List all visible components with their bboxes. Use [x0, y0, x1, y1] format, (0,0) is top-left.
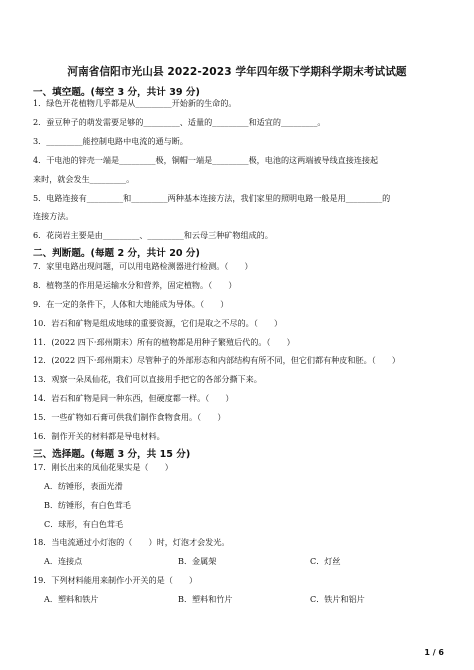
- question-17-option-b: B．纺锤形，有白色茸毛: [44, 500, 131, 510]
- question-14: 14．岩石和矿物是同一种东西，但硬度都一样。（ ）: [33, 393, 234, 403]
- question-5-line-2: 连接方法。: [33, 211, 74, 221]
- question-18-option-b: B．金属架: [178, 556, 217, 566]
- question-18-option-c: C．灯丝: [310, 556, 341, 566]
- section-multiple-choice: 三、选择题。(每题 3 分，共 15 分): [33, 449, 191, 460]
- question-15: 15．一些矿物如石膏可供我们制作食物食用。（ ）: [33, 412, 226, 422]
- question-9: 9．在一定的条件下，人体和大地能成为导体。（ ）: [33, 299, 229, 309]
- question-5-line-1: 5．电路连接有_________和_________两种基本连接方法，我们家里的照明电路一般是用_________的: [33, 193, 391, 203]
- question-6: 6．花岗岩主要是由_________、_________和云母三种矿物组成的。: [33, 230, 273, 240]
- section-fill-in: 一、填空题。(每空 3 分，共计 39 分): [33, 87, 200, 98]
- question-19-option-a: A．塑料和铁片: [44, 594, 99, 604]
- question-2: 2．蚕豆种子的萌发需要足够的_________、适量的_________和适宜的_________。: [33, 117, 326, 127]
- section-true-false: 二、判断题。(每题 2 分，共计 20 分): [33, 248, 200, 259]
- question-19-option-b: B．塑料和竹片: [178, 594, 233, 604]
- question-8: 8．植物茎的作用是运输水分和营养，固定植物。（ ）: [33, 280, 237, 290]
- page-number: 1 / 6: [424, 648, 444, 657]
- question-18: 18．当电流通过小灯泡的（ ）时，灯泡才会发光。: [33, 537, 230, 547]
- question-12: 12．(2022 四下·邳州期末）尽管种子的外部形态和内部结构有所不同，但它们都有种皮和胚。（ ）: [33, 355, 400, 365]
- question-17-option-a: A．纺锤形，表面光滑: [44, 481, 123, 491]
- question-11: 11．(2022 四下·邳州期末）所有的植物都是用种子繁殖后代的。（ ）: [33, 337, 295, 347]
- question-16: 16．制作开关的材料都是导电材料。: [33, 431, 165, 441]
- question-7: 7．家里电路出现问题，可以用电路检测器进行检测。（ ）: [33, 261, 253, 271]
- question-17-option-c: C．球形，有白色茸毛: [44, 519, 124, 529]
- question-4-line-2: 来时，就会发生_________。: [33, 174, 135, 184]
- question-13: 13．观察一朵凤仙花，我们可以直接用手把它的各部分撕下来。: [33, 374, 262, 384]
- question-17: 17．刚长出来的凤仙花果实是（ ）: [33, 462, 173, 472]
- question-10: 10．岩石和矿物是组成地球的重要资源，它们是取之不尽的。（ ）: [33, 318, 283, 328]
- question-18-option-a: A．连接点: [44, 556, 83, 566]
- question-3: 3．_________能控制电路中电流的通与断。: [33, 136, 188, 146]
- question-19: 19．下列材料能用来制作小开关的是（ ）: [33, 575, 198, 585]
- document-title: 河南省信阳市光山县 2022-2023 学年四年级下学期科学期末考试试题: [67, 66, 407, 78]
- question-4-line-1: 4．干电池的锌壳一端是_________极，铜帽一端是_________极，电池的这两端被导线直接连接起: [33, 155, 379, 165]
- question-1: 1．绿色开花植物几乎都是从_________开始新的生命的。: [33, 98, 237, 108]
- question-19-option-c: C．铁片和铝片: [310, 594, 365, 604]
